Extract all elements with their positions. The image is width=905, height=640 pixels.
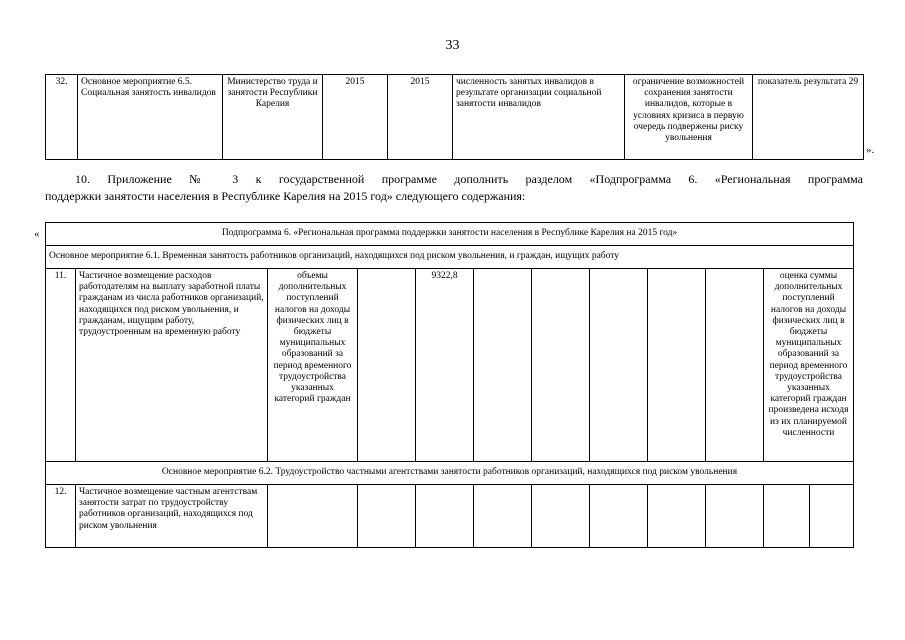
empty-cell [648,269,706,462]
page-number: 33 [445,38,460,53]
table-row [46,246,854,269]
empty-cell [590,269,648,462]
empty-cell [706,269,764,462]
body-paragraph [45,171,863,205]
paragraph-line-1: 10. Приложение № 3 к государственной программе дополнить разделом «Подпрограмма 6. «Региональная программа [75,172,863,186]
consequences: ограничение возможностей сохранения занятости инвалидов, которые в условиях кризиса в первую очередь подвержены риску увольнения [625,75,753,160]
empty-cell [474,485,532,548]
measure-6-1: Основное мероприятие 6.1. Временная занятость работников организаций, находящихся под риском увольнения, и граждан, ищущих работу [46,246,854,269]
table-row [46,462,854,485]
table-row [46,223,854,246]
subprogram-title: Подпрограмма 6. «Региональная программа поддержки занятости населения в Республике Карелия на 2015 год» [46,223,854,246]
empty-cell [416,485,474,548]
opening-quote: « [34,228,40,240]
row-number: 32. [46,75,78,160]
empty-cell [532,485,590,548]
table-row [46,269,854,462]
indicator-link: показатель результата 29 [753,75,864,160]
row-number: 11. [46,269,76,462]
empty-cell [810,485,854,548]
empty-cell [590,485,648,548]
empty-cell [358,269,416,462]
end-year: 2015 [388,75,453,160]
measure-6-2: Основное мероприятие 6.2. Трудоустройство частными агентствами занятости работников организаций, находящихся под риском увольнения [46,462,854,485]
empty-cell [474,269,532,462]
empty-cell [706,485,764,548]
measure-name: Частичное возмещение расходов работодателям на выплату заработной платы гражданам из числа работников организаций, находящихся под риском увольнения, и гражданам, ищущим работу, трудоустроенным на временную работу [76,269,268,462]
responsible-executor: Министерство труда и занятости Республики Карелия [223,75,323,160]
value-cell: 9322,8 [416,269,474,462]
paragraph-line-2: поддержки занятости населения в Республике Карелия на 2015 год» следующего содержания: [45,189,526,203]
start-year: 2015 [323,75,388,160]
comment-cell: оценка суммы дополнительных поступлений налогов на доходы физических лиц в бюджеты муниципальных образований за период временного трудоустройства указанных категорий граждан произведена исходя из их планируемой численности [764,269,854,462]
empty-cell [764,485,810,548]
empty-cell [268,485,358,548]
empty-cell [358,485,416,548]
top-table [45,74,864,160]
table-row [46,75,864,160]
closing-quote: ». [866,144,875,156]
empty-cell [648,485,706,548]
empty-cell [532,269,590,462]
table-row [46,485,854,548]
indicator: объемы дополнительных поступлений налогов на доходы физических лиц в бюджеты муниципальных образований за период временного трудоустройства указанных категорий граждан [268,269,358,462]
row-number: 12. [46,485,76,548]
measure-name: Частичное возмещение частным агентствам занятости затрат по трудоустройству работников организаций, находящихся под риском увольнения [76,485,268,548]
expected-result: численность занятых инвалидов в результате организации социальной занятости инвалидов [453,75,625,160]
measure-name: Основное мероприятие 6.5. Социальная занятость инвалидов [78,75,223,160]
subprogram-table [45,222,854,548]
